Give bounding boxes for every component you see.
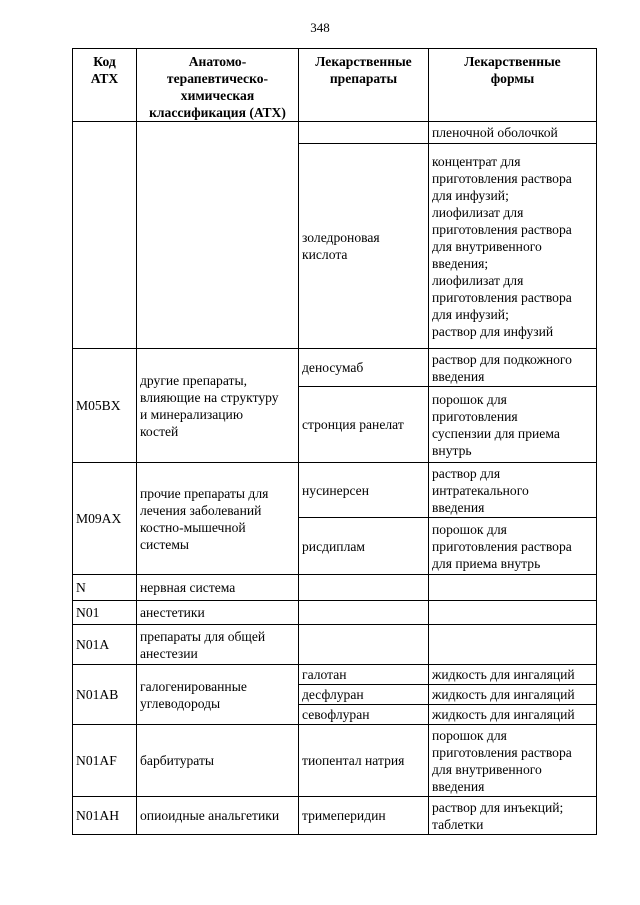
classification-cell: барбитураты xyxy=(137,725,299,797)
code-cell: M09AX xyxy=(73,463,137,575)
form-cell: порошок для приготовления раствора для внутривенного введения xyxy=(429,725,597,797)
form-cell: порошок для приготовления суспензии для приема внутрь xyxy=(429,387,597,463)
form-cell: концентрат для приготовления раствора для инфузий; лиофилизат для приготовления раствора для внутривенного введения; лиофилизат для приготовления раствора для инфузий; раствор для инфузий xyxy=(429,144,597,349)
table-row xyxy=(73,797,597,835)
form-cell: раствор для инъекций; таблетки xyxy=(429,797,597,835)
form-cell: пленочной оболочкой xyxy=(429,122,597,144)
form-cell: жидкость для ингаляций xyxy=(429,705,597,725)
drug-cell: галотан xyxy=(299,665,429,685)
drug-cell: севофлуран xyxy=(299,705,429,725)
code-cell: N01AF xyxy=(73,725,137,797)
code-cell: N01AB xyxy=(73,665,137,725)
code-cell: M05BX xyxy=(73,349,137,463)
header-forms: Лекарственные формы xyxy=(429,49,597,122)
classification-cell: галогенированные углеводороды xyxy=(137,665,299,725)
classification-cell: опиоидные анальгетики xyxy=(137,797,299,835)
code-cell: N01 xyxy=(73,601,137,625)
classification-cell: прочие препараты для лечения заболеваний костно-мышечной системы xyxy=(137,463,299,575)
form-cell: жидкость для ингаляций xyxy=(429,685,597,705)
classification-cell: нервная система xyxy=(137,575,299,601)
drug-cell xyxy=(299,601,429,625)
drug-cell: стронция ранелат xyxy=(299,387,429,463)
form-cell xyxy=(429,601,597,625)
table-row xyxy=(73,625,597,665)
page-number: 348 xyxy=(310,20,330,35)
table-row xyxy=(73,575,597,601)
form-cell xyxy=(429,625,597,665)
drug-cell: нусинерсен xyxy=(299,463,429,518)
header-classification: Анатомо- терапевтическо- химическая классификация (АТХ) xyxy=(137,49,299,122)
table-header-row xyxy=(73,49,597,122)
drug-cell: десфлуран xyxy=(299,685,429,705)
form-cell: раствор для интратекального введения xyxy=(429,463,597,518)
drug-cell xyxy=(299,122,429,144)
drug-cell: рисдиплам xyxy=(299,518,429,575)
header-code: Код АТХ xyxy=(73,49,137,122)
code-cell xyxy=(73,122,137,349)
table-row xyxy=(73,349,597,387)
table-row xyxy=(73,665,597,685)
drug-cell: золедроновая кислота xyxy=(299,144,429,349)
atx-drug-table xyxy=(72,48,597,835)
drug-cell: тримеперидин xyxy=(299,797,429,835)
drug-cell: деносумаб xyxy=(299,349,429,387)
classification-cell: препараты для общей анестезии xyxy=(137,625,299,665)
classification-cell: анестетики xyxy=(137,601,299,625)
drug-cell xyxy=(299,575,429,601)
code-cell: N xyxy=(73,575,137,601)
drug-cell: тиопентал натрия xyxy=(299,725,429,797)
table-row xyxy=(73,725,597,797)
drug-cell xyxy=(299,625,429,665)
code-cell: N01AH xyxy=(73,797,137,835)
form-cell: порошок для приготовления раствора для приема внутрь xyxy=(429,518,597,575)
classification-cell: другие препараты, влияющие на структуру и минерализацию костей xyxy=(137,349,299,463)
form-cell xyxy=(429,575,597,601)
header-drugs: Лекарственные препараты xyxy=(299,49,429,122)
table-row xyxy=(73,122,597,144)
classification-cell xyxy=(137,122,299,349)
form-cell: раствор для подкожного введения xyxy=(429,349,597,387)
table-row xyxy=(73,601,597,625)
form-cell: жидкость для ингаляций xyxy=(429,665,597,685)
table-row xyxy=(73,463,597,518)
code-cell: N01A xyxy=(73,625,137,665)
